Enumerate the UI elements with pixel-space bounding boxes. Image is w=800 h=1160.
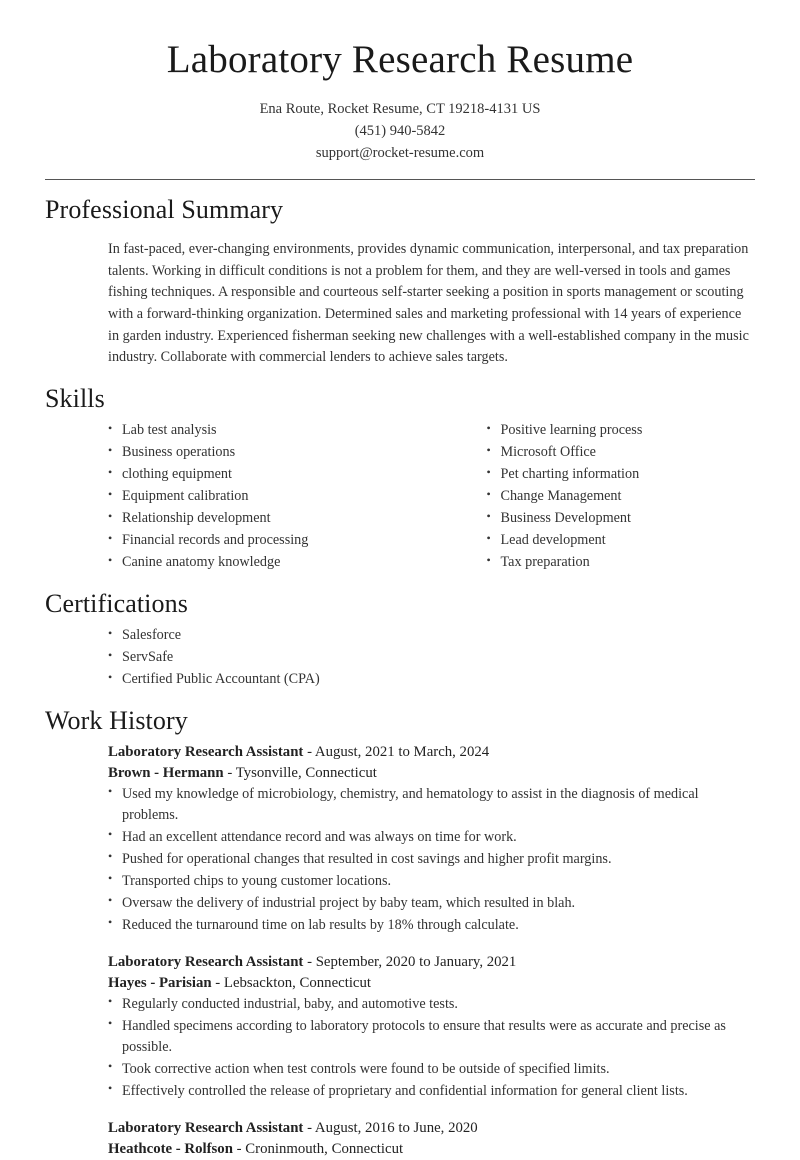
resume-header [45,0,755,180]
list-item: • Transported chips to young customer locations. [108,871,755,892]
list-item: • Regularly conducted industrial, baby, and automotive tests. [108,994,755,1015]
skills-list-right [487,420,756,573]
list-item: • Financial records and processing [108,530,432,551]
list-item: • Lead development [487,530,756,551]
work-entry [108,952,755,1102]
job-company-line [108,973,755,994]
job-location: Croninmouth, Connecticut [245,1140,404,1157]
list-item: • Salesforce [108,625,755,646]
contact-block [45,98,755,164]
job-location: Lebsackton, Connecticut [223,974,372,991]
certifications-body [45,625,755,690]
contact-phone: (451) 940-5842 [354,122,446,139]
job-dates: August, 2016 to June, 2020 [314,1119,478,1136]
list-item: • Business operations [108,442,432,463]
section-heading-work-history: Work History [45,705,188,735]
job-company-line [108,763,755,784]
job-title-line [108,742,755,763]
job-role: Laboratory Research Assistant [108,953,304,970]
list-item: • Oversaw the delivery of industrial project by baby team, which resulted in blah. [108,893,755,914]
job-role: Laboratory Research Assistant [108,1119,304,1136]
job-bullet-list [108,994,755,1102]
list-item: • Effectively controlled the release of proprietary and confidential information for general client lists. [108,1081,755,1102]
list-item: • Lab test analysis [108,420,432,441]
list-item: • Certified Public Accountant (CPA) [108,669,755,690]
list-item: • Canine anatomy knowledge [108,552,432,573]
contact-email: support@rocket-resume.com [315,144,485,161]
skills-columns [45,420,755,574]
list-item: • Relationship development [108,508,432,529]
section-work-history [45,705,755,1160]
list-item: • Had an excellent attendance record and was always on time for work. [108,827,755,848]
section-professional-summary [45,194,755,369]
job-location: Tysonville, Connecticut [235,764,377,781]
job-separator: - [211,974,224,991]
contact-address: Ena Route, Rocket Resume, CT 19218-4131 US [259,100,541,117]
header-divider [45,179,755,180]
skills-column-left [108,420,432,574]
summary-text: In fast-paced, ever-changing environments, provides dynamic communication, interpersonal, and tax preparation talents. Working in difficult conditions is not a problem for them, and they are well-versed in tools and games fishing techniques. A responsible and courteous self-starter seeking a position in sports management or scouting with a forward-thinking organization. Determined sales and marketing professional with 14 years of experience in garden industry. Experienced fisherman seeking new challenges with a well-established company in the music industry. Collaborate with commercial lenders to achieve sales targets. [108,241,749,366]
list-item: • Pushed for operational changes that resulted in cost savings and higher profit margins. [108,849,755,870]
skills-list-left [108,420,432,573]
certifications-list [108,625,755,690]
section-skills [45,383,755,574]
job-company: Brown - Hermann [108,764,224,781]
job-title-line [108,952,755,973]
job-company: Heathcote - Rolfson [108,1140,233,1157]
job-separator: - [303,953,316,970]
list-item: • Business Development [487,508,756,529]
job-separator: - [223,764,236,781]
list-item: • Equipment calibration [108,486,432,507]
list-item: • Handled specimens according to laboratory protocols to ensure that results were as accurate and precise as possible. [108,1016,755,1058]
summary-body [45,239,755,368]
job-separator: - [303,1119,315,1136]
list-item: • Pet charting information [487,464,756,485]
work-entry [108,1118,755,1160]
section-certifications [45,588,755,690]
list-item: • Used my knowledge of microbiology, chemistry, and hematology to assist in the diagnosis of medical problems. [108,784,755,826]
job-role: Laboratory Research Assistant [108,743,304,760]
job-dates: September, 2020 to January, 2021 [315,953,517,970]
list-item: • Reduced the turnaround time on lab results by 18% through calculate. [108,915,755,936]
list-item: • ServSafe [108,647,755,668]
job-bullet-list [108,784,755,936]
work-history-body [45,742,755,1160]
section-heading-summary: Professional Summary [45,194,284,224]
job-dates: August, 2021 to March, 2024 [314,743,490,760]
list-item: • Positive learning process [487,420,756,441]
job-separator: - [303,743,315,760]
skills-column-right [432,420,756,574]
job-separator: - [232,1140,246,1157]
section-heading-certifications: Certifications [45,589,188,619]
job-company: Hayes - Parisian [108,974,212,991]
list-item: • Tax preparation [487,552,756,573]
job-company-line [108,1139,755,1160]
job-title-line [108,1118,755,1139]
list-item: • Took corrective action when test controls were found to be outside of specified limits. [108,1059,755,1080]
page-title: Laboratory Research Resume [166,38,634,81]
list-item: • Change Management [487,486,756,507]
list-item: • clothing equipment [108,464,432,485]
section-heading-skills: Skills [45,383,105,413]
work-entry [108,742,755,936]
list-item: • Microsoft Office [487,442,756,463]
